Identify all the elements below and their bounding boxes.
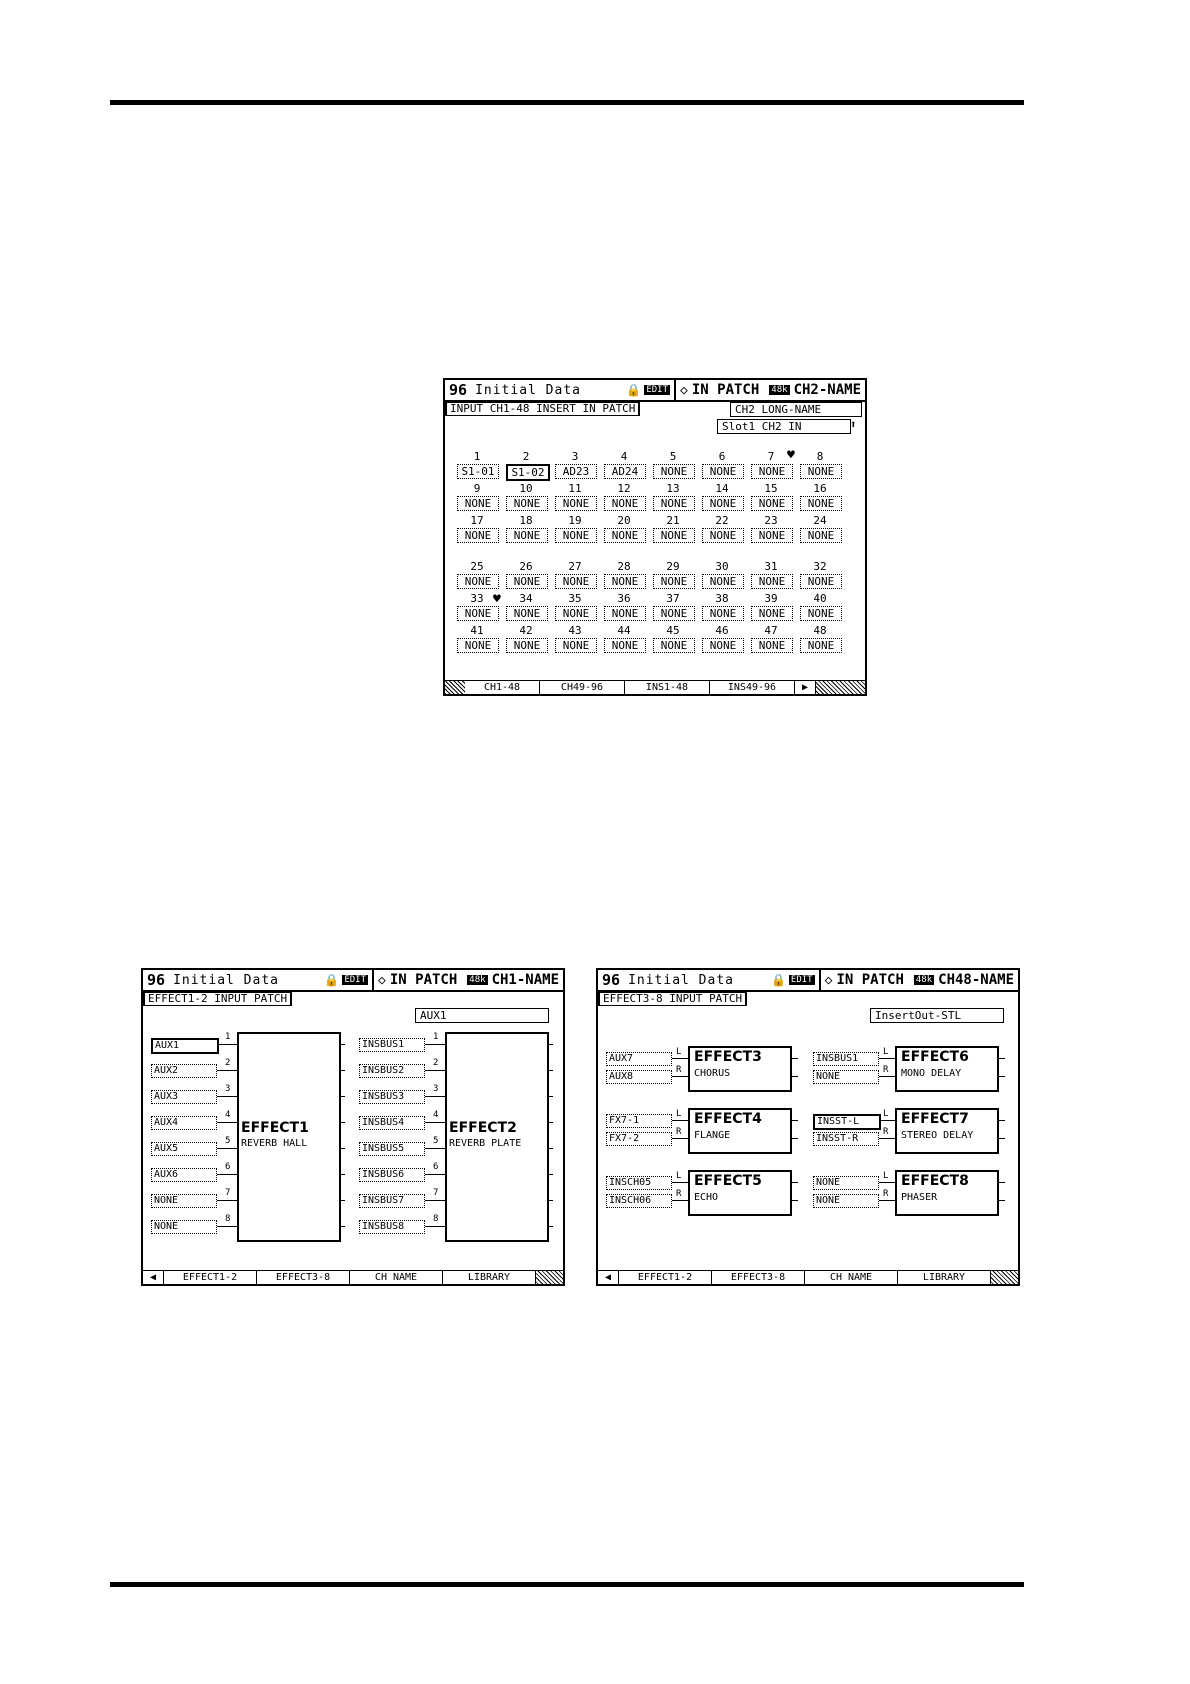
- connector-line: [672, 1058, 688, 1059]
- sample-rate-badge: 48k: [469, 975, 486, 985]
- output-tick: [999, 1120, 1005, 1121]
- channel-number: 24: [813, 514, 827, 527]
- effect3-8-input-patch-screen: [596, 968, 1020, 1286]
- patch-button[interactable]: NONE: [604, 574, 646, 589]
- diamond-icon: ◇: [824, 972, 833, 988]
- output-tick: [547, 1174, 553, 1175]
- connector-line: [879, 1120, 895, 1121]
- connector-line: [217, 1174, 237, 1175]
- sample-rate-badge: 48k: [915, 975, 933, 985]
- channel-number: 21: [666, 514, 680, 527]
- input-pin-l: L: [676, 1109, 682, 1119]
- patch-button[interactable]: AD23: [555, 464, 597, 479]
- connector-line: [425, 1148, 445, 1149]
- lock-icon: 🔒: [626, 383, 642, 397]
- connector-line: [217, 1226, 237, 1227]
- effect2-name: EFFECT2: [449, 1120, 517, 1136]
- tab-effect1-2[interactable]: EFFECT1-2: [619, 1271, 712, 1284]
- output-tick: [547, 1226, 553, 1227]
- input-pin-number: 1: [433, 1032, 439, 1042]
- connector-line: [217, 1200, 237, 1201]
- screen-header: [445, 380, 865, 402]
- effect2-input-source[interactable]: INSBUS1: [359, 1038, 425, 1052]
- connector-line: [879, 1076, 895, 1077]
- tab-ins1-48[interactable]: INS1-48: [625, 681, 710, 694]
- input-pin-r: R: [883, 1065, 889, 1075]
- effect-input-l[interactable]: AUX7: [606, 1052, 672, 1066]
- page-label: INPUT CH1-48 INSERT IN PATCH: [445, 402, 640, 416]
- edit-indicator: EDIT: [646, 385, 669, 395]
- tab-spacer: [445, 681, 465, 694]
- pair-link-icon: ♥: [787, 448, 795, 463]
- channel-number: 8: [816, 450, 824, 463]
- patch-button[interactable]: NONE: [555, 574, 597, 589]
- channel-number: 42: [519, 624, 533, 637]
- channel-number: 9: [473, 482, 481, 495]
- patch-button[interactable]: NONE: [506, 574, 548, 589]
- connector-line: [217, 1148, 237, 1149]
- effect2-input-source[interactable]: INSBUS4: [359, 1116, 425, 1130]
- effect1-block[interactable]: [237, 1032, 341, 1242]
- output-tick: [547, 1200, 553, 1201]
- effect1-input-source[interactable]: AUX2: [151, 1064, 217, 1078]
- effect-input-r[interactable]: AUX8: [606, 1070, 672, 1084]
- scene-number: 96: [147, 971, 166, 989]
- diamond-icon: ◇: [680, 382, 688, 398]
- output-tick: [792, 1120, 798, 1121]
- connector-line: [425, 1044, 445, 1045]
- output-tick: [547, 1070, 553, 1071]
- channel-number: 33: [470, 592, 484, 605]
- channel-number: 28: [617, 560, 631, 573]
- effect-input-r[interactable]: NONE: [813, 1194, 879, 1208]
- input-pin-r: R: [883, 1127, 889, 1137]
- header-separator: [674, 380, 676, 400]
- input-pin-number: 7: [433, 1188, 439, 1198]
- input-pin-number: 6: [433, 1162, 439, 1172]
- tab-bar: [598, 1270, 1018, 1284]
- channel-number: 45: [666, 624, 680, 637]
- patch-button[interactable]: NONE: [457, 638, 499, 653]
- input-pin-number: 8: [433, 1214, 439, 1224]
- effect-type: STEREO DELAY: [901, 1130, 974, 1141]
- edit-indicator: EDIT: [344, 975, 367, 985]
- effect-type: MONO DELAY: [901, 1068, 962, 1079]
- input-pin-number: 2: [225, 1058, 231, 1068]
- patch-button[interactable]: NONE: [702, 528, 744, 543]
- channel-number: 26: [519, 560, 533, 573]
- channel-number: 44: [617, 624, 631, 637]
- connector-line: [425, 1174, 445, 1175]
- channel-number: 22: [715, 514, 729, 527]
- effect2-input-source[interactable]: INSBUS3: [359, 1090, 425, 1104]
- effect1-input-source[interactable]: NONE: [151, 1194, 217, 1208]
- channel-number: 40: [813, 592, 827, 605]
- output-tick: [339, 1226, 345, 1227]
- header-separator: [819, 970, 821, 990]
- channel-number: 4: [620, 450, 628, 463]
- channel-number: 12: [617, 482, 631, 495]
- channel-number: 17: [470, 514, 484, 527]
- input-pin-l: L: [676, 1047, 682, 1057]
- port-name-field[interactable]: Slot1 CH2 IN: [717, 419, 851, 434]
- page-title: IN PATCH: [691, 382, 760, 398]
- channel-number: 23: [764, 514, 778, 527]
- patch-button[interactable]: NONE: [800, 464, 842, 479]
- output-tick: [999, 1182, 1005, 1183]
- effect-input-l[interactable]: INSBUS1: [813, 1052, 879, 1066]
- input-pin-r: R: [676, 1065, 682, 1075]
- patch-button[interactable]: NONE: [506, 528, 548, 543]
- port-name-field[interactable]: InsertOut-STL: [870, 1008, 1004, 1023]
- connector-line: [672, 1182, 688, 1183]
- effect-name: EFFECT8: [901, 1173, 969, 1189]
- input-pin-number: 8: [225, 1214, 231, 1224]
- connector-line: [217, 1070, 237, 1071]
- patch-button[interactable]: NONE: [506, 496, 548, 511]
- patch-button[interactable]: NONE: [604, 638, 646, 653]
- output-tick: [999, 1138, 1005, 1139]
- effect-name: EFFECT6: [901, 1049, 969, 1065]
- patch-button[interactable]: NONE: [457, 574, 499, 589]
- output-tick: [339, 1200, 345, 1201]
- patch-button[interactable]: NONE: [604, 496, 646, 511]
- effect-type: FLANGE: [694, 1130, 731, 1141]
- output-tick: [547, 1122, 553, 1123]
- input-pin-number: 5: [225, 1136, 231, 1146]
- patch-button[interactable]: NONE: [653, 496, 695, 511]
- patch-button[interactable]: NONE: [555, 496, 597, 511]
- connector-line: [217, 1044, 237, 1045]
- output-tick: [792, 1138, 798, 1139]
- effect2-block[interactable]: [445, 1032, 549, 1242]
- patch-button[interactable]: NONE: [506, 606, 548, 621]
- effect2-input-source[interactable]: INSBUS8: [359, 1220, 425, 1234]
- effect1-input-source[interactable]: AUX3: [151, 1090, 217, 1104]
- bottom-rule: [110, 1582, 1024, 1587]
- patch-button[interactable]: S1-02: [506, 464, 550, 481]
- patch-button[interactable]: NONE: [604, 528, 646, 543]
- scene-name: Initial Data: [475, 382, 581, 398]
- connector-line: [425, 1200, 445, 1201]
- input-pin-l: L: [883, 1171, 889, 1181]
- page-label: EFFECT3-8 INPUT PATCH: [598, 992, 747, 1006]
- patch-button[interactable]: NONE: [800, 574, 842, 589]
- patch-button[interactable]: NONE: [751, 528, 793, 543]
- connector-line: [879, 1138, 895, 1139]
- output-tick: [547, 1044, 553, 1045]
- patch-button[interactable]: NONE: [457, 528, 499, 543]
- patch-button[interactable]: NONE: [751, 638, 793, 653]
- channel-number: 38: [715, 592, 729, 605]
- prev-page-icon[interactable]: ◀: [143, 1271, 164, 1284]
- effect-input-r[interactable]: NONE: [813, 1070, 879, 1084]
- channel-name: CH1-NAME: [491, 972, 559, 988]
- effect-name: EFFECT5: [694, 1173, 762, 1189]
- output-tick: [792, 1076, 798, 1077]
- scene-name: Initial Data: [173, 972, 279, 988]
- connector-line: [425, 1122, 445, 1123]
- channel-number: 48: [813, 624, 827, 637]
- effect2-input-source[interactable]: INSBUS6: [359, 1168, 425, 1182]
- patch-button[interactable]: NONE: [800, 606, 842, 621]
- output-tick: [547, 1148, 553, 1149]
- channel-number: 11: [568, 482, 582, 495]
- channel-number: 41: [470, 624, 484, 637]
- input-pin-r: R: [883, 1189, 889, 1199]
- input-pin-l: L: [676, 1171, 682, 1181]
- input-pin-r: R: [676, 1189, 682, 1199]
- connector-line: [672, 1200, 688, 1201]
- patch-button[interactable]: NONE: [702, 496, 744, 511]
- up-arrow-icon[interactable]: ⬆: [850, 418, 857, 431]
- patch-button[interactable]: NONE: [653, 574, 695, 589]
- scene-name: Initial Data: [628, 972, 734, 988]
- lock-icon: 🔒: [770, 973, 786, 987]
- effect1-2-input-patch-screen: [141, 968, 565, 1286]
- effect2-input-source[interactable]: INSBUS7: [359, 1194, 425, 1208]
- patch-button[interactable]: NONE: [653, 528, 695, 543]
- connector-line: [217, 1096, 237, 1097]
- patch-button[interactable]: NONE: [800, 528, 842, 543]
- channel-number: 1: [473, 450, 481, 463]
- tab-ch1-48[interactable]: CH1-48: [465, 681, 540, 694]
- tab-library[interactable]: LIBRARY: [443, 1271, 536, 1284]
- output-tick: [999, 1076, 1005, 1077]
- effect-input-l[interactable]: INSCH05: [606, 1176, 672, 1190]
- scene-number: 96: [602, 971, 621, 989]
- output-tick: [547, 1096, 553, 1097]
- channel-number: 10: [519, 482, 533, 495]
- channel-number: 36: [617, 592, 631, 605]
- output-tick: [339, 1070, 345, 1071]
- channel-number: 19: [568, 514, 582, 527]
- effect1-name: EFFECT1: [241, 1120, 309, 1136]
- long-name-field[interactable]: CH2 LONG-NAME: [730, 402, 862, 417]
- patch-button[interactable]: NONE: [506, 638, 548, 653]
- channel-number: 2: [522, 450, 530, 463]
- connector-line: [217, 1122, 237, 1123]
- patch-button[interactable]: NONE: [800, 638, 842, 653]
- channel-name: CH2-NAME: [793, 382, 861, 398]
- output-tick: [999, 1200, 1005, 1201]
- effect-input-r[interactable]: INSCH06: [606, 1194, 672, 1208]
- channel-number: 47: [764, 624, 778, 637]
- effect-input-l[interactable]: INSST-L: [813, 1114, 881, 1130]
- patch-button[interactable]: NONE: [555, 638, 597, 653]
- patch-button[interactable]: NONE: [457, 496, 499, 511]
- input-pin-number: 5: [433, 1136, 439, 1146]
- connector-line: [425, 1096, 445, 1097]
- patch-button[interactable]: NONE: [751, 464, 793, 479]
- channel-number: 35: [568, 592, 582, 605]
- effect2-input-source[interactable]: INSBUS2: [359, 1064, 425, 1078]
- effect1-type: REVERB HALL: [241, 1138, 308, 1149]
- channel-number: 13: [666, 482, 680, 495]
- effect1-input-source[interactable]: AUX4: [151, 1116, 217, 1130]
- effect-type: ECHO: [694, 1192, 719, 1203]
- effect-name: EFFECT7: [901, 1111, 969, 1127]
- effect-name: EFFECT3: [694, 1049, 762, 1065]
- channel-number: 25: [470, 560, 484, 573]
- screen-header: [143, 970, 563, 992]
- header-separator: [372, 970, 374, 990]
- effect1-input-source[interactable]: NONE: [151, 1220, 217, 1234]
- channel-number: 20: [617, 514, 631, 527]
- input-pin-l: L: [883, 1109, 889, 1119]
- tab-effect3-8[interactable]: EFFECT3-8: [257, 1271, 350, 1284]
- patch-button[interactable]: NONE: [457, 606, 499, 621]
- channel-number: 43: [568, 624, 582, 637]
- patch-button[interactable]: S1-01: [457, 464, 499, 479]
- connector-line: [425, 1070, 445, 1071]
- effect1-input-source[interactable]: AUX6: [151, 1168, 217, 1182]
- input-pin-r: R: [676, 1127, 682, 1137]
- channel-number: 46: [715, 624, 729, 637]
- input-pin-l: L: [883, 1047, 889, 1057]
- output-tick: [339, 1148, 345, 1149]
- channel-number: 29: [666, 560, 680, 573]
- patch-button[interactable]: NONE: [800, 496, 842, 511]
- output-tick: [792, 1058, 798, 1059]
- tab-ch-name[interactable]: CH NAME: [805, 1271, 898, 1284]
- port-name-field[interactable]: AUX1: [415, 1008, 549, 1023]
- output-tick: [339, 1044, 345, 1045]
- scene-number: 96: [449, 381, 468, 399]
- channel-number: 7: [767, 450, 775, 463]
- effect2-input-source[interactable]: INSBUS5: [359, 1142, 425, 1156]
- input-pin-number: 4: [225, 1110, 231, 1120]
- patch-button[interactable]: NONE: [653, 638, 695, 653]
- patch-button[interactable]: NONE: [653, 606, 695, 621]
- channel-number: 27: [568, 560, 582, 573]
- channel-number: 3: [571, 450, 579, 463]
- channel-number: 6: [718, 450, 726, 463]
- patch-button[interactable]: NONE: [751, 606, 793, 621]
- input-pin-number: 4: [433, 1110, 439, 1120]
- output-tick: [339, 1096, 345, 1097]
- top-rule: [110, 100, 1024, 105]
- connector-line: [879, 1200, 895, 1201]
- patch-button[interactable]: NONE: [604, 606, 646, 621]
- patch-button[interactable]: NONE: [702, 638, 744, 653]
- patch-button[interactable]: NONE: [555, 528, 597, 543]
- output-tick: [792, 1182, 798, 1183]
- patch-button[interactable]: NONE: [653, 464, 695, 479]
- input-pin-number: 3: [433, 1084, 439, 1094]
- pair-link-icon: ♥: [493, 592, 501, 607]
- prev-page-icon[interactable]: ◀: [598, 1271, 619, 1284]
- patch-button[interactable]: AD24: [604, 464, 646, 479]
- channel-name: CH48-NAME: [938, 972, 1014, 988]
- edit-indicator: EDIT: [790, 975, 813, 985]
- page-title: IN PATCH: [836, 972, 904, 988]
- channel-number: 30: [715, 560, 729, 573]
- channel-number: 32: [813, 560, 827, 573]
- effect2-type: REVERB PLATE: [449, 1138, 522, 1149]
- patch-button[interactable]: NONE: [751, 574, 793, 589]
- channel-number: 16: [813, 482, 827, 495]
- channel-number: 14: [715, 482, 729, 495]
- patch-button[interactable]: NONE: [555, 606, 597, 621]
- patch-button[interactable]: NONE: [702, 464, 744, 479]
- output-tick: [792, 1200, 798, 1201]
- connector-line: [879, 1182, 895, 1183]
- connector-line: [879, 1058, 895, 1059]
- tab-effect3-8[interactable]: EFFECT3-8: [712, 1271, 805, 1284]
- channel-number: 39: [764, 592, 778, 605]
- input-pin-number: 6: [225, 1162, 231, 1172]
- effect-input-r[interactable]: INSST-R: [813, 1132, 879, 1146]
- lock-icon: 🔒: [324, 973, 340, 987]
- channel-number: 31: [764, 560, 778, 573]
- effect-type: PHASER: [901, 1192, 938, 1203]
- patch-button[interactable]: NONE: [702, 574, 744, 589]
- tab-bar: [445, 680, 865, 694]
- screen-header: [598, 970, 1018, 992]
- output-tick: [999, 1058, 1005, 1059]
- connector-line: [425, 1226, 445, 1227]
- connector-line: [672, 1138, 688, 1139]
- tab-ins49-96[interactable]: INS49-96: [710, 681, 795, 694]
- tab-ch-name[interactable]: CH NAME: [350, 1271, 443, 1284]
- connector-line: [672, 1076, 688, 1077]
- effect1-input-source[interactable]: AUX5: [151, 1142, 217, 1156]
- tab-effect1-2[interactable]: EFFECT1-2: [164, 1271, 257, 1284]
- channel-number: 34: [519, 592, 533, 605]
- sample-rate-badge: 48k: [771, 385, 788, 395]
- patch-button[interactable]: NONE: [702, 606, 744, 621]
- output-tick: [339, 1174, 345, 1175]
- channel-number: 15: [764, 482, 778, 495]
- output-tick: [339, 1122, 345, 1123]
- input-pin-number: 2: [433, 1058, 439, 1068]
- input-pin-number: 3: [225, 1084, 231, 1094]
- effect-name: EFFECT4: [694, 1111, 762, 1127]
- channel-number: 37: [666, 592, 680, 605]
- patch-button[interactable]: NONE: [751, 496, 793, 511]
- input-pin-number: 1: [225, 1032, 231, 1042]
- effect-input-l[interactable]: NONE: [813, 1176, 879, 1190]
- insert-in-patch-screen: [443, 378, 867, 696]
- effect-input-l[interactable]: FX7-1: [606, 1114, 672, 1128]
- diamond-icon: ◇: [378, 972, 386, 988]
- channel-number: 18: [519, 514, 533, 527]
- tab-bar: [143, 1270, 563, 1284]
- page-label: EFFECT1-2 INPUT PATCH: [143, 992, 292, 1006]
- page-title: IN PATCH: [389, 972, 458, 988]
- tab-ch49-96[interactable]: CH49-96: [540, 681, 625, 694]
- tab-library[interactable]: LIBRARY: [898, 1271, 991, 1284]
- connector-line: [672, 1120, 688, 1121]
- input-pin-number: 7: [225, 1188, 231, 1198]
- next-page-icon[interactable]: ▶: [795, 681, 816, 694]
- effect1-input-source[interactable]: AUX1: [151, 1038, 219, 1054]
- channel-number: 5: [669, 450, 677, 463]
- effect-type: CHORUS: [694, 1068, 731, 1079]
- effect-input-r[interactable]: FX7-2: [606, 1132, 672, 1146]
